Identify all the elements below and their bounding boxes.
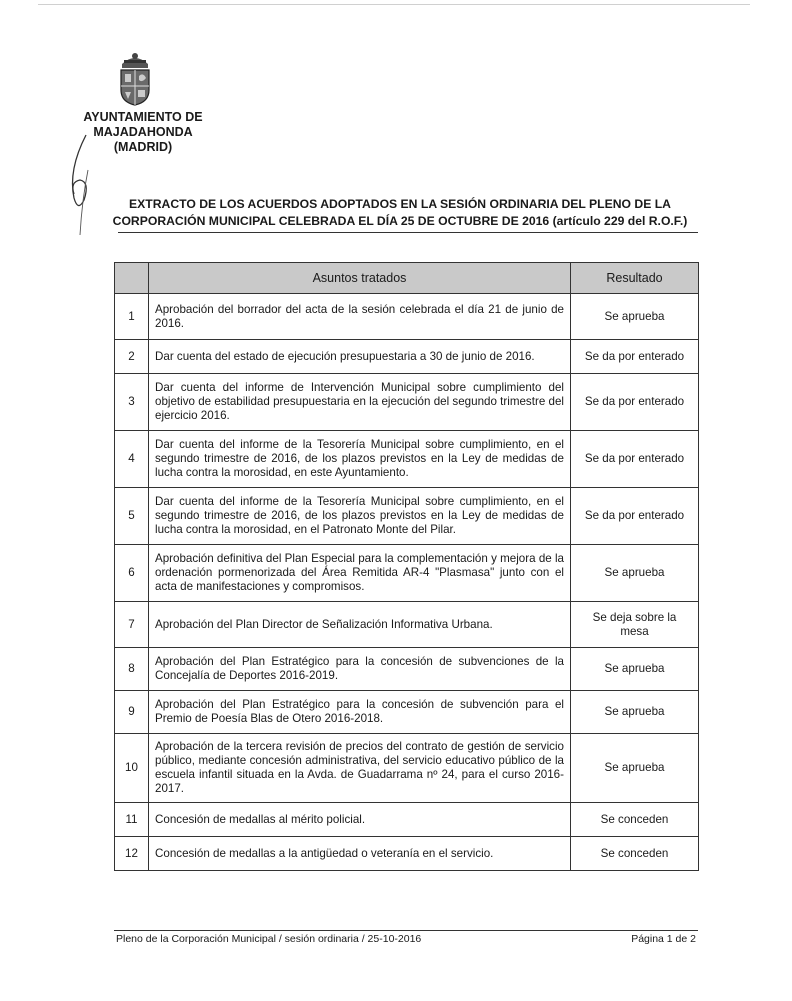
row-number: 3 [115, 374, 149, 431]
row-number: 7 [115, 602, 149, 648]
row-result: Se aprueba [571, 691, 699, 734]
row-subject: Aprobación del Plan Director de Señalización Informativa Urbana. [149, 602, 571, 648]
title-underline [118, 232, 698, 233]
row-number: 9 [115, 691, 149, 734]
footer-session: Pleno de la Corporación Municipal / sesión ordinaria / 25-10-2016 [116, 933, 422, 945]
org-line-2: MAJADAHONDA [93, 125, 193, 139]
table-row [115, 837, 699, 871]
row-number: 1 [115, 294, 149, 340]
table-row [115, 340, 699, 374]
row-subject: Aprobación definitiva del Plan Especial para la complementación y mejora de la ordenación pormenorizada del Área Remitida AR-4 "Plasmasa" junto con el acta de manifestaciones y compromisos. [149, 545, 571, 602]
row-result: Se da por enterado [571, 488, 699, 545]
row-subject: Dar cuenta del estado de ejecución presupuestaria a 30 de junio de 2016. [149, 340, 571, 374]
table-row [115, 803, 699, 837]
agenda-table [114, 262, 699, 871]
row-number: 8 [115, 648, 149, 691]
header-subject: Asuntos tratados [149, 263, 571, 294]
row-subject: Concesión de medallas a la antigüedad o veteranía en el servicio. [149, 837, 571, 871]
table-row [115, 545, 699, 602]
row-subject: Aprobación de la tercera revisión de precios del contrato de gestión de servicio público, mediante concesión administrativa, del servicio educativo público de la escuela infantil situada en la Avda. de Guadarrama nº 24, para el curso 2016-2017. [149, 734, 571, 803]
table-row [115, 734, 699, 803]
row-subject: Aprobación del borrador del acta de la sesión celebrada el día 21 de junio de 2016. [149, 294, 571, 340]
title-line-1: EXTRACTO DE LOS ACUERDOS ADOPTADOS EN LA SESIÓN ORDINARIA DEL PLENO DE LA [129, 197, 671, 211]
row-result: Se conceden [571, 837, 699, 871]
row-result: Se da por enterado [571, 374, 699, 431]
row-result: Se deja sobre la mesa [571, 602, 699, 648]
row-result: Se aprueba [571, 294, 699, 340]
footer-rule [114, 930, 698, 931]
org-line-1: AYUNTAMIENTO DE [83, 110, 203, 124]
footer-page-number: Página 1 de 2 [631, 933, 696, 945]
row-subject: Dar cuenta del informe de la Tesorería Municipal sobre cumplimiento, en el segundo trimestre de 2016, de los plazos previstos en la Ley de medidas de lucha contra la morosidad, en este Ayuntamiento. [149, 431, 571, 488]
row-result: Se aprueba [571, 545, 699, 602]
row-result: Se da por enterado [571, 431, 699, 488]
table-row [115, 691, 699, 734]
document-title [100, 196, 700, 230]
org-line-3: (MADRID) [113, 140, 173, 154]
row-subject: Aprobación del Plan Estratégico para la concesión de subvención para el Premio de Poesía Blas de Otero 2016-2018. [149, 691, 571, 734]
row-number: 12 [115, 837, 149, 871]
table-header-row [115, 263, 699, 294]
title-line-2: CORPORACIÓN MUNICIPAL CELEBRADA EL DÍA 25 DE OCTUBRE DE 2016 (artículo 229 del R.O.F.) [112, 214, 688, 228]
table-row [115, 431, 699, 488]
row-result: Se conceden [571, 803, 699, 837]
row-number: 10 [115, 734, 149, 803]
table-row [115, 294, 699, 340]
row-number: 2 [115, 340, 149, 374]
row-subject: Dar cuenta del informe de la Tesorería Municipal sobre cumplimiento, en el segundo trimestre de 2016, de los plazos previstos en la Ley de medidas de lucha contra la morosidad, en el Patronato Monte del Pilar. [149, 488, 571, 545]
row-subject: Dar cuenta del informe de Intervención Municipal sobre cumplimiento del objetivo de estabilidad presupuestaria en la ejecución del segundo trimestre del ejercicio 2016. [149, 374, 571, 431]
header-result: Resultado [571, 263, 699, 294]
coat-of-arms-icon [116, 50, 154, 106]
row-number: 6 [115, 545, 149, 602]
row-subject: Concesión de medallas al mérito policial. [149, 803, 571, 837]
row-number: 4 [115, 431, 149, 488]
table-row [115, 374, 699, 431]
row-subject: Aprobación del Plan Estratégico para la concesión de subvenciones de la Concejalía de Deportes 2016-2019. [149, 648, 571, 691]
row-result: Se aprueba [571, 648, 699, 691]
table-row [115, 648, 699, 691]
handwritten-margin-mark [56, 130, 106, 240]
row-number: 11 [115, 803, 149, 837]
table-row [115, 602, 699, 648]
header-number-cell [115, 263, 149, 294]
row-number: 5 [115, 488, 149, 545]
table-row [115, 488, 699, 545]
row-result: Se aprueba [571, 734, 699, 803]
row-result: Se da por enterado [571, 340, 699, 374]
